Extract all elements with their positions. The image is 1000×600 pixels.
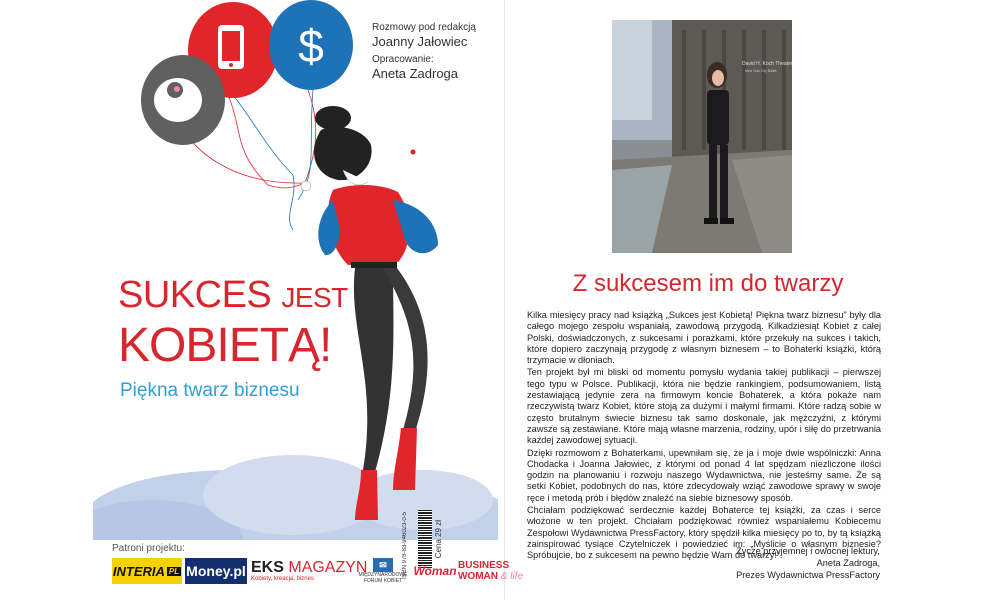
article-paragraph: Chciałam podziękować serdecznie każdej Bohaterce tej książki, za czas i serce włożone w ten projekt. Chciałam podziękować również wspaniałemu Kobiecemu Zespołowi Wydawnictwa PressFactory, który spędził kilka miesięcy po to, by tą książką zainspirować tysiące Czytelniczek i powiedzieć im: „Myślicie o własnym biznesie? Spróbujcie, bo z sukcesem na pewno będzie Wam do twarzy!”. [527,505,881,561]
interia-logo [112,558,182,584]
author-photo [612,20,792,253]
logo-text: INTERIA [112,563,165,579]
forum-icon: ✉ [373,558,393,572]
article-body [527,310,881,563]
phone-icon [218,25,244,69]
article-paragraph: Kilka miesięcy pracy nad książką „Sukces jest Kobietą! Piękna twarz biznesu” były dla całego mojego zespołu wspaniałą, zawodową przygodą. Kilkadziesiąt Kobiet z całej Polski, doświadczonych, z sukcesami i porażkami, które przekuły na sukces i takich, które dopiero zaczynają przygodę z własnym biznesem – to Bohaterki książki, którą trzymacie w dłoniach. [527,310,881,366]
balloon-gray [141,55,225,145]
book-title-line-2: KOBIETĄ! [118,319,332,372]
author-name: Aneta Zadroga [372,66,459,81]
page-gutter [504,0,505,600]
patrons-label: Patroni projektu: [112,543,185,554]
signature-name: Aneta Zadroga, [816,558,880,568]
article-paragraph: Ten projekt był mi bliski od momentu pomysłu wydania takiej publikacji – pierwszej tego typu w Polsce. Publikacji, która nie będzie rankingiem, podsumowaniem, listą zestawiającą jedynie zera na firmowym koncie Bohaterek, a która pokaże nam rzeczywistą twarz Kobiet, które stoją za dużymi i małymi firmami. Które radzą sobie w często brutalnym świecie biznesu tak samo doskonale, jak mężczyźni, z którymi zawsze są zestawiane. Które mają własne marzenia, rodziny, upór i siłę do przetrwania każdej zawodowej sytuacji. [527,367,881,446]
book-subtitle: Piękna twarz biznesu [120,380,300,401]
article-paragraph: Dzięki rozmowom z Bohaterkami, upewniłam się, że ja i moje dwie wspólniczki: Anna Chodacka i Joanna Jałowiec, z którymi od ponad 4 lat spędzam niezliczone ilości godzin na planowaniu i rozwoju naszego Wydawnictwa, nie jesteśmy same. Że są setki Kobiet, podobnych do nas, które zdecydowały wziąć zawodowe sprawy w swoje ręce i metodą prób i błędów znaleźć na siebie biznesowy sposób. [527,447,881,503]
isbn: ISBN 978-83-946023-0-5 [402,512,408,580]
theater-sign-sub: New York City Ballet [745,69,777,73]
signature-line: Życzę przyjemnej i owocnej lektury, [736,546,880,556]
logo-text: EKS [251,558,284,576]
woman-logo: Woman [413,564,457,578]
editor-name: Joanny Jałowiec [372,34,468,49]
theater-sign: David H. Koch Theater [742,61,792,67]
baby-icon [154,78,202,122]
logo-text: BUSINESS [458,560,510,571]
dollar-icon: $ [298,20,324,72]
logo-text: & life [500,571,524,582]
signature-title: Prezes Wydawnictwa PressFactory [736,570,880,580]
logo-text: Kobiety, kreacja, biznes [251,575,314,582]
cover-credits [372,20,492,86]
signature-block [690,545,880,581]
article-heading: Z sukcesem im do twarzy [572,270,844,297]
price: Cena 29 zł [434,520,443,559]
book-title-line-1 [118,274,348,317]
eks-magazyn-logo [251,558,368,584]
logo-text: PL [168,566,180,576]
logo-text: MIĘDZYNARODOWE FORUM KOBIET [358,572,408,584]
balloon-blue [269,0,353,90]
title-word: JEST [281,282,348,313]
credit-label: Rozmowy pod redakcją [372,22,476,33]
forum-kobiet-logo [355,558,411,584]
logo-text: WOMAN [458,571,498,582]
title-word: SUKCES [118,274,282,316]
money-logo: Money.pl [185,558,247,584]
logo-text: MAGAZYN [288,558,368,576]
credit-label: Opracowanie: [372,54,434,65]
business-woman-life-logo [458,558,524,584]
